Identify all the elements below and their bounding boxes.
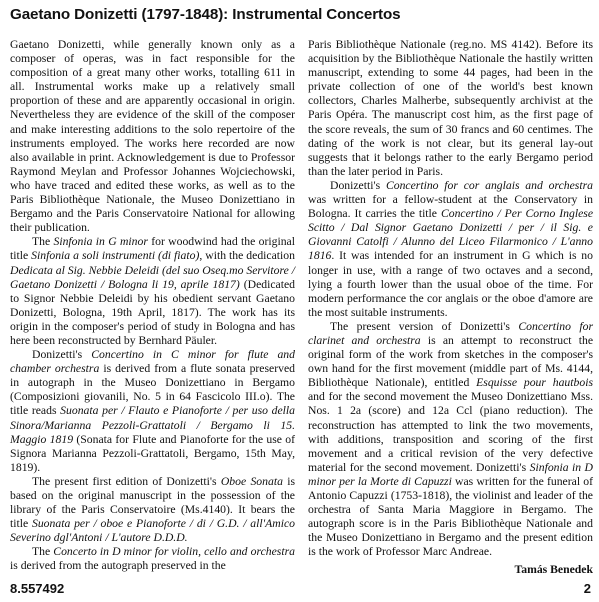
right-text-column (308, 38, 593, 559)
paragraph-clarinet-concertino: The present version of Donizetti's Concertino for clarinet and orchestra is an attempt to reconstruct the original form of the work from sketches in the composer's own hand for the first movement (middle part of Ms. 4144, Bibliothèque Nationale), entitled Esquisse pour hautbois and for the second movement the Museo Donizettiano Mss. Nos. 1 2a (score) and 12a Ccl (piano reduction). The reconstruction has attempted to link the two movements, with additions, transposition and scoring of the first movement and a critical revision of the very defective material for the second movement. Donizetti's Sinfonia in D minor per la Morte di Capuzzi was written for the funeral of Antonio Capuzzi (1753-1818), the violinist and leader of the orchestra of Santa Maria Maggiore in Bergamo. The autograph score is in the Paris Bibliothèque Nationale and the Museo Donizettiano in Bergamo and the present edition is the work of Professor Marc Andreae. (308, 319, 594, 559)
left-text-column (10, 38, 295, 574)
page-number: 2 (583, 581, 591, 596)
catalogue-number: 8.557492 (10, 581, 65, 596)
paragraph-sinfonia-g-minor: The Sinfonia in G minor for woodwind had the original title Sinfonia a soli instrumenti (di fiato), with the dedication Dedicata al Sig. Nebbie Deleidi (del suo Oseq.mo Servitore / Gaetano Donizetti / Bologna li 19, aprile 1817) (Dedicated to Signor Nebbie Deleidi by his obedient servant Gaetano Donizetti, Bologna, 19th April, 1817). The work has its origin in the composer's period of study in Bologna and has here been reconstructed by Bernhard Päuler. (10, 235, 295, 347)
paragraph-flute-concertino: Donizetti's Concertino in C minor for flute and chamber orchestra is derived from a flute sonata preserved in autograph in the Museo Donizettiano in Bergamo (Composizioni giovanili, No. 5 in 64 Fascicolo III.o). The title reads Suonata per / Flauto e Pianoforte / per uso della Sinora/Marianna Pezzoli-Grattatoli / Bergamo li 15. Maggio 1819 (Sonata for Flute and Pianoforte for the use of Signora Marianna Pezzoli-Grattatoli, Bergamo, 15th May, 1819). (10, 348, 295, 474)
page-title: Gaetano Donizetti (1797-1848): Instrumental Concertos (10, 6, 401, 23)
author-signature: Tamás Benedek (514, 563, 593, 576)
paragraph-violin-cello-concerto: The Concerto in D minor for violin, cello and orchestra is derived from the autograph preserved in the (10, 545, 295, 573)
paragraph-introduction: Gaetano Donizetti, while generally known only as a composer of operas, was in fact responsible for the composition of a great many other works, totalling 611 in all. Instrumental works make up a relatively small proportion of these and are apparently occasional in origin. Nevertheless they are evidence of the skill of the composer and make interesting additions to the solo repertoire of the instruments employed. The works here recorded are now also available in print. Acknowledgement is due to Professor Raymond Meylan and Professor Johannes Wojciechowski, who have traced and edited these works, as well as to the Paris Bibliothèque Nationale, the Museo Donizettiano in Bergamo and the Paris Conservatoire National for allowing their publication. (10, 38, 295, 235)
paragraph-concerto-continued: Paris Bibliothèque Nationale (reg.no. MS 4142). Before its acquisition by the Bibliothèque Nationale the hastily written manuscript, extending to some 44 pages, had been in the private collection of one of the world's best known collectors, Charles Malherbe, subsequently archivist at the Paris Opéra. The manuscript cost him, as the first page of the score reveals, the sum of 30 francs and 60 centimes. The dating of the work is not clear, but its general lay-out suggests that it belongs rather to the early Bergamo period than the later period in Paris. (308, 38, 593, 178)
paragraph-cor-anglais-concertino: Donizetti's Concertino for cor anglais and orchestra was written for a fellow-student at the Conservatory in Bologna. It carries the title Concertino / Per Corno Inglese Scitto / Dal Signor Gaetano Donizetti / per / il Sig. e Giovanni Catolfi / Alunno del Liceo Filarmonico / L'anno 1816. It was intended for an instrument in G which is no longer in use, with a range of two octaves and a second, lying a fourth lower than the usual oboe of the time. For modern performance the cor anglais or the oboe d'amore are the most suitable instruments. (308, 178, 594, 319)
paragraph-oboe-sonata: The present first edition of Donizetti's Oboe Sonata is based on the original manuscript in the possession of the library of the Paris Conservatoire (Ms.4140). It bears the title Suonata per / oboe e Pianoforte / di / G.D. / all'Amico Severino dgl'Antoni / L'autore D.D.D. (10, 474, 296, 545)
